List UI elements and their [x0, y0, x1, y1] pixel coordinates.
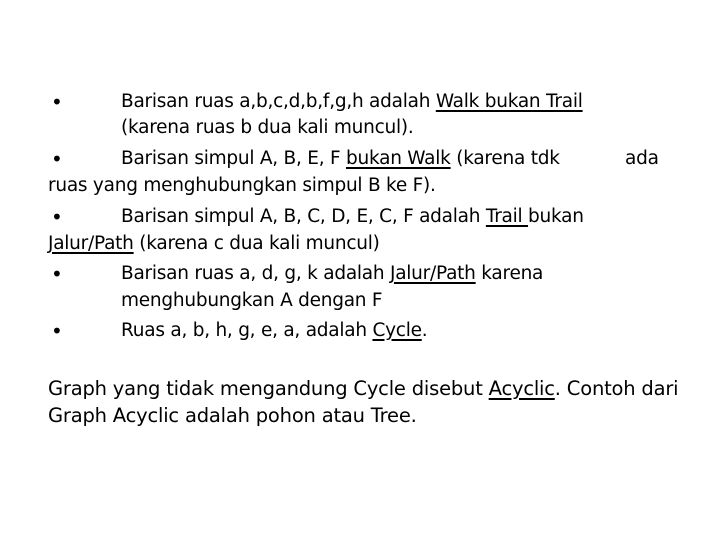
bullet-icon: •: [51, 319, 63, 343]
item-5-line-1: [121, 319, 427, 343]
item-3-line-2-text: (karena c dua kali muncul): [133, 233, 380, 254]
item-3-text: Barisan simpul A, B, C, D, E, C, F adalah: [121, 206, 486, 227]
item-1-line-1: [121, 90, 583, 114]
item-5-text-end: .: [421, 320, 428, 341]
item-2-text: Barisan simpul A, B, E, F: [121, 148, 346, 169]
item-2-text-end: (karena tdk: [450, 148, 560, 169]
item-2-line-1-right: ada: [625, 148, 659, 169]
item-4-text-end: karena: [475, 263, 544, 284]
item-1-text: Barisan ruas a,b,c,d,b,f,g,h adalah: [121, 91, 436, 112]
item-3-text-end: bukan: [528, 206, 584, 227]
bullet-icon: •: [51, 147, 63, 171]
item-4-text: Barisan ruas a, d, g, k adalah: [121, 263, 390, 284]
bullet-icon: •: [51, 205, 63, 229]
item-2-underlined-term: bukan Walk: [346, 148, 451, 169]
item-3-underlined-term: Trail: [485, 206, 529, 227]
paragraph-line-1: [48, 377, 678, 401]
paragraph-underlined-term: Acyclic: [488, 377, 555, 400]
item-2-line-1: [121, 147, 560, 171]
paragraph-line-2: Graph Acyclic adalah pohon atau Tree.: [48, 404, 417, 427]
item-4-line-2: menghubungkan A dengan F: [121, 290, 383, 311]
item-4-underlined-term: Jalur/Path: [390, 263, 476, 284]
item-4-line-1: [121, 262, 543, 286]
bullet-icon: •: [51, 90, 63, 114]
paragraph-text: Graph yang tidak mengandung Cycle disebut: [48, 377, 489, 400]
paragraph-text-end: . Contoh dari: [554, 377, 679, 400]
item-1-line-2: (karena ruas b dua kali muncul).: [121, 117, 414, 138]
item-5-text: Ruas a, b, h, g, e, a, adalah: [121, 320, 373, 341]
item-1-underlined-term: Walk bukan Trail: [435, 91, 583, 112]
item-5-underlined-term: Cycle: [372, 320, 422, 341]
item-3-line-2: [48, 232, 380, 256]
item-2-line-2: ruas yang menghubungkan simpul B ke F).: [48, 175, 436, 196]
bullet-icon: •: [51, 262, 63, 286]
item-3-line-1: [121, 205, 584, 229]
item-3-underlined-term-2: Jalur/Path: [48, 233, 134, 254]
